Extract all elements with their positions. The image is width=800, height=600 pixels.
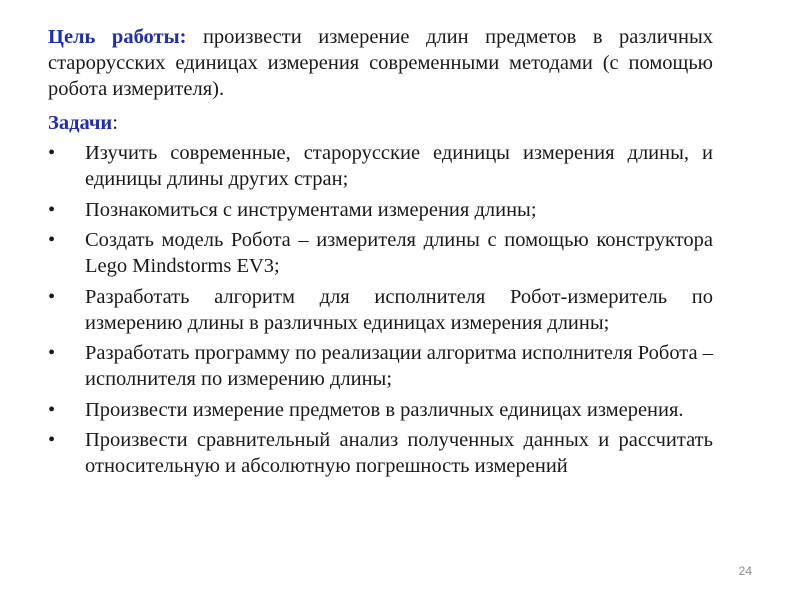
task-item: [48, 397, 713, 423]
task-item: [48, 140, 713, 192]
task-text: Произвести измерение предметов в различных единицах измерения.: [85, 398, 684, 421]
tasks-colon: :: [112, 112, 118, 134]
bullet-icon: •: [48, 198, 56, 221]
bullet-icon: •: [48, 285, 56, 308]
bullet-icon: •: [48, 142, 56, 164]
bullet-icon: •: [48, 398, 56, 421]
task-list: [48, 140, 713, 479]
slide-content: [48, 24, 713, 484]
task-text: Разработать программу по реализации алгоритма исполнителя Робота –исполнителя по измерению длины;: [85, 342, 713, 390]
task-item: [48, 427, 713, 479]
bullet-icon: •: [48, 429, 56, 451]
task-item: [48, 340, 713, 392]
bullet-icon: •: [48, 229, 56, 251]
task-text: Познакомиться с инструментами измерения длины;: [85, 198, 537, 221]
task-item: [48, 227, 713, 279]
goal-paragraph: [48, 24, 713, 102]
task-item: [48, 197, 713, 223]
task-text: Создать модель Робота – измерителя длины с помощью конструктора Lego Mindstorms EV3;: [85, 229, 713, 277]
goal-text: произвести измерение длин предметов в различных старорусских единицах измерения современными методами (с помощью робота измерителя).: [48, 26, 713, 100]
task-text: Изучить современные, старорусские единицы измерения длины, и единицы длины других стран;: [85, 142, 713, 190]
task-text: Произвести сравнительный анализ полученных данных и рассчитать относительную и абсолютную погрешность измерений: [85, 429, 713, 477]
tasks-label: Задачи: [48, 112, 113, 134]
goal-label: Цель работы:: [48, 26, 187, 48]
tasks-heading: [48, 110, 713, 136]
page-number: 24: [738, 564, 752, 578]
task-item: [48, 284, 713, 336]
bullet-icon: •: [48, 342, 56, 364]
task-text: Разработать алгоритм для исполнителя Робот-измеритель по измерению длины в различных единицах измерения длины;: [85, 285, 713, 334]
